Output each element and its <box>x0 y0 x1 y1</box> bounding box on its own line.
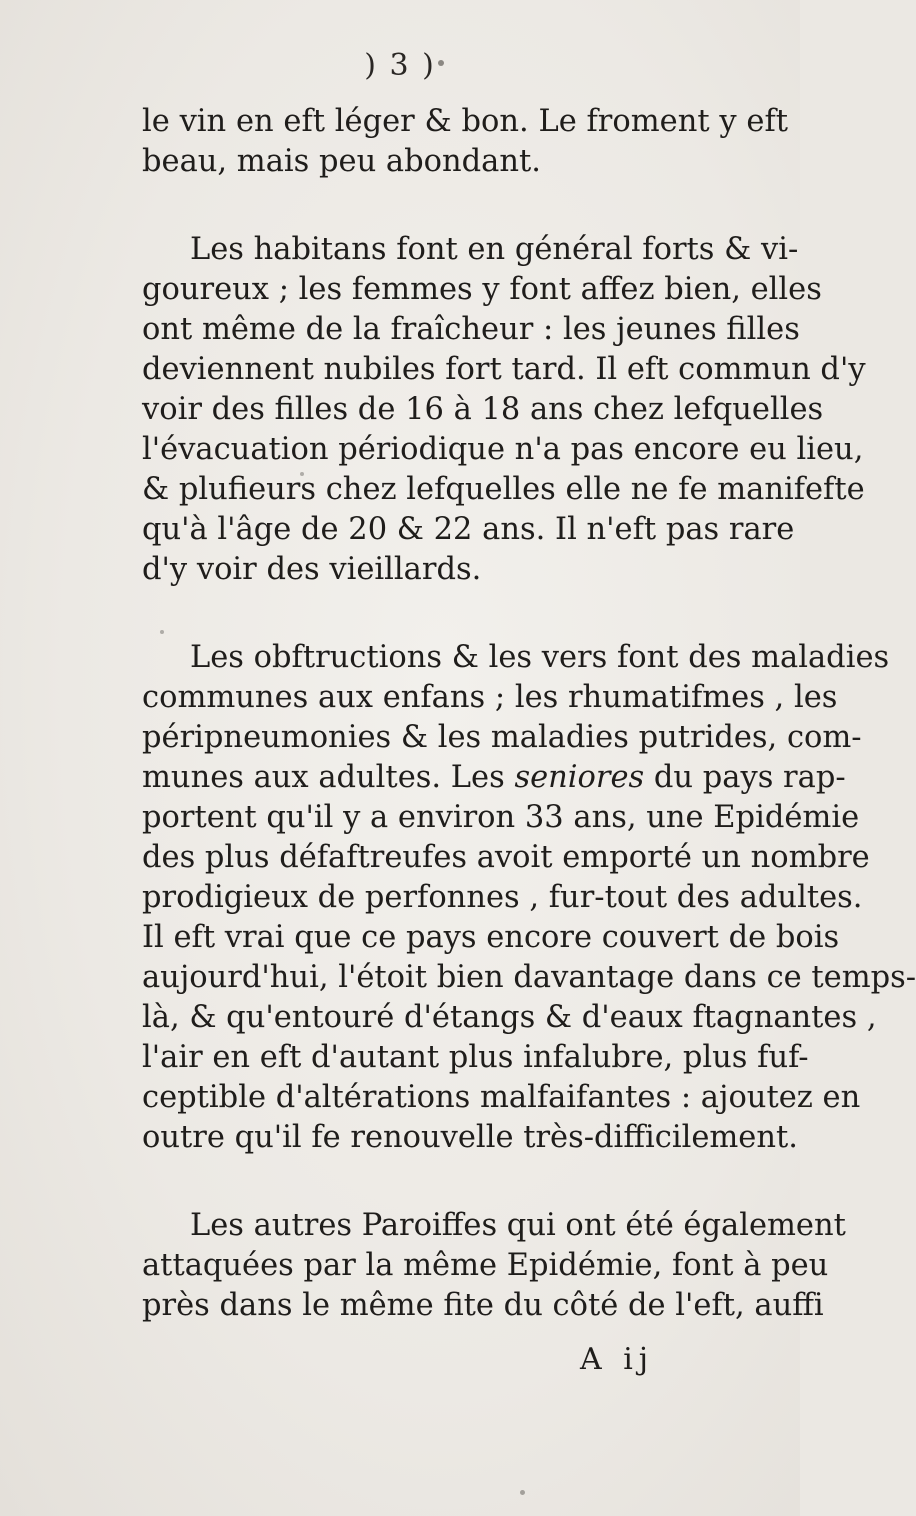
text-line: l'évacuation périodique n'a pas encore eu lieu, <box>142 432 864 467</box>
text-line: voir des filles de 16 à 18 ans chez lefquelles <box>142 392 824 427</box>
paper-speck <box>438 60 444 66</box>
text-line: l'air en eft d'autant plus infalubre, plus fuf- <box>142 1040 809 1075</box>
paper-speck <box>160 630 164 634</box>
text-line-mixed <box>142 760 846 796</box>
text-line: portent qu'il y a environ 33 ans, une Epidémie <box>142 800 860 835</box>
paper-speck <box>300 472 304 476</box>
text-line: là, & qu'entouré d'étangs & d'eaux ftagnantes , <box>142 1000 877 1035</box>
text-line: & plufieurs chez lefquelles elle ne fe manifefte <box>142 472 865 507</box>
text-line: beau, mais peu abondant. <box>142 144 541 179</box>
text-line: deviennent nubiles fort tard. Il eft commun d'y <box>142 352 866 387</box>
text-line: ont même de la fraîcheur : les jeunes filles <box>142 312 800 347</box>
text-line: aujourd'hui, l'étoit bien davantage dans ce temps- <box>142 960 916 995</box>
text-line: goureux ; les femmes y font affez bien, elles <box>142 272 822 307</box>
page-folio: ) 3 ) <box>364 48 436 83</box>
text-line: Les autres Paroiffes qui ont été également <box>190 1208 846 1243</box>
text-line: le vin en eft léger & bon. Le froment y eft <box>142 104 788 139</box>
text-line: Les habitans font en général forts & vi- <box>190 232 799 267</box>
text-line: attaquées par la même Epidémie, font à peu <box>142 1248 829 1283</box>
text-line: péripneumonies & les maladies putrides, com- <box>142 720 862 755</box>
text-line: Les obftructions & les vers font des maladies <box>190 640 890 675</box>
text-run: du pays rap- <box>653 760 846 795</box>
latin-term-seniores: seniores <box>514 760 645 795</box>
text-line: prodigieux de perfonnes , fur-tout des adultes. <box>142 880 863 915</box>
text-line: Il eft vrai que ce pays encore couvert de bois <box>142 920 840 955</box>
signature-mark: A ij <box>580 1342 655 1377</box>
text-line: qu'à l'âge de 20 & 22 ans. Il n'eft pas rare <box>142 512 795 547</box>
text-run: munes aux adultes. Les <box>142 760 505 795</box>
text-line: des plus défaftreufes avoit emporté un nombre <box>142 840 870 875</box>
text-line: outre qu'il fe renouvelle très-difficilement. <box>142 1120 798 1155</box>
paper-speck <box>520 1490 525 1495</box>
text-line: ceptible d'altérations malfaifantes : ajoutez en <box>142 1080 861 1115</box>
text-line: d'y voir des vieillards. <box>142 552 482 587</box>
text-line: communes aux enfans ; les rhumatifmes , les <box>142 680 838 715</box>
text-line: près dans le même fite du côté de l'eft, auffi <box>142 1288 824 1323</box>
